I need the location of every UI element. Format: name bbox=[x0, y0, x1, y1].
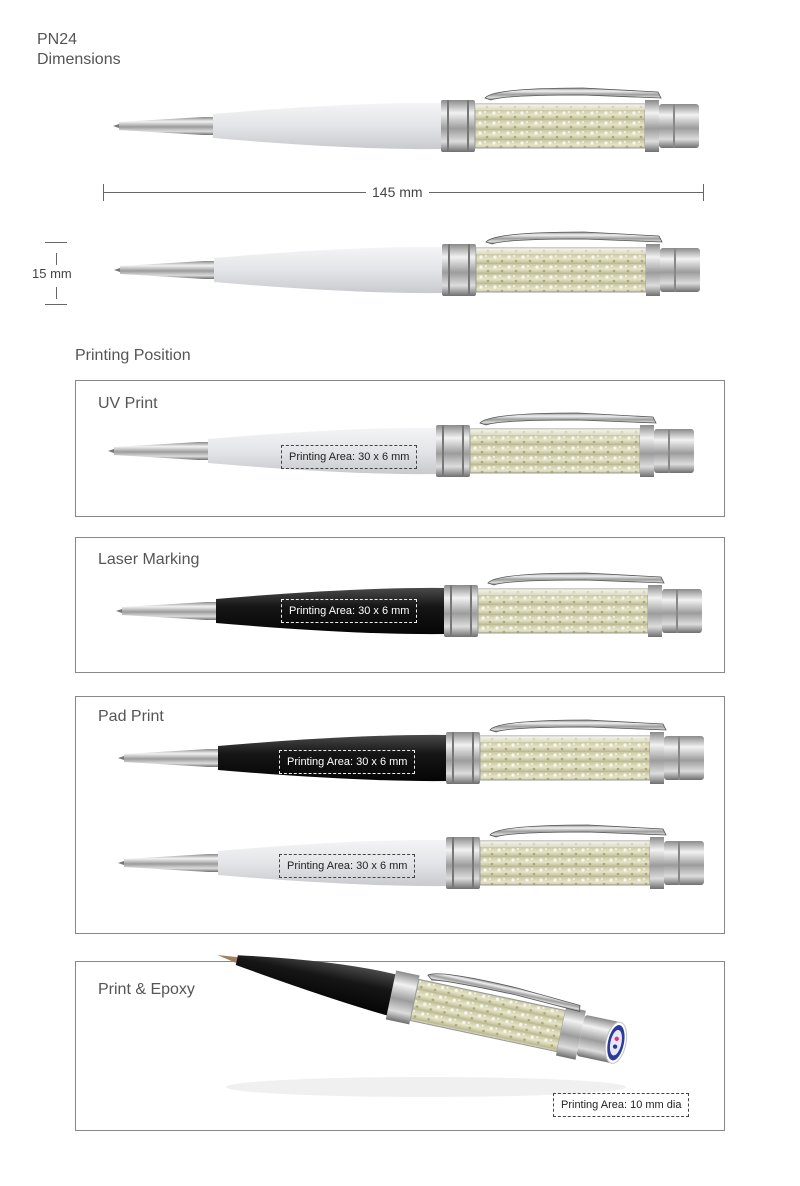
product-code: PN24 bbox=[37, 31, 78, 48]
page-subtitle: Dimensions bbox=[37, 51, 121, 68]
uv-printing-area: Printing Area: 30 x 6 mm bbox=[281, 445, 417, 469]
width-dim-upper-line bbox=[56, 253, 57, 265]
pen-white-length bbox=[108, 90, 708, 162]
uv-print-label: UV Print bbox=[98, 395, 158, 412]
laser-marking-label: Laser Marking bbox=[98, 551, 200, 568]
pad-printing-area-black: Printing Area: 30 x 6 mm bbox=[279, 750, 415, 774]
epoxy-printing-area: Printing Area: 10 mm dia bbox=[553, 1093, 689, 1117]
width-label: 15 mm bbox=[26, 266, 78, 281]
pen-black-epoxy-angled bbox=[206, 972, 656, 1102]
length-label: 145 mm bbox=[366, 184, 429, 200]
width-dim-bottom bbox=[45, 304, 67, 305]
length-dim-right-tick bbox=[703, 184, 704, 201]
width-dim-top bbox=[45, 242, 67, 243]
pad-printing-area-white: Printing Area: 30 x 6 mm bbox=[279, 854, 415, 878]
uv-print-box bbox=[75, 380, 725, 517]
laser-marking-box bbox=[75, 537, 725, 673]
laser-printing-area: Printing Area: 30 x 6 mm bbox=[281, 599, 417, 623]
pen-white-width bbox=[114, 234, 704, 306]
printing-position-heading: Printing Position bbox=[75, 347, 191, 364]
pad-print-label: Pad Print bbox=[98, 708, 164, 725]
width-dim-lower-line bbox=[56, 287, 57, 299]
print-epoxy-box bbox=[75, 961, 725, 1131]
print-epoxy-label: Print & Epoxy bbox=[98, 981, 195, 998]
pad-print-box bbox=[75, 696, 725, 934]
